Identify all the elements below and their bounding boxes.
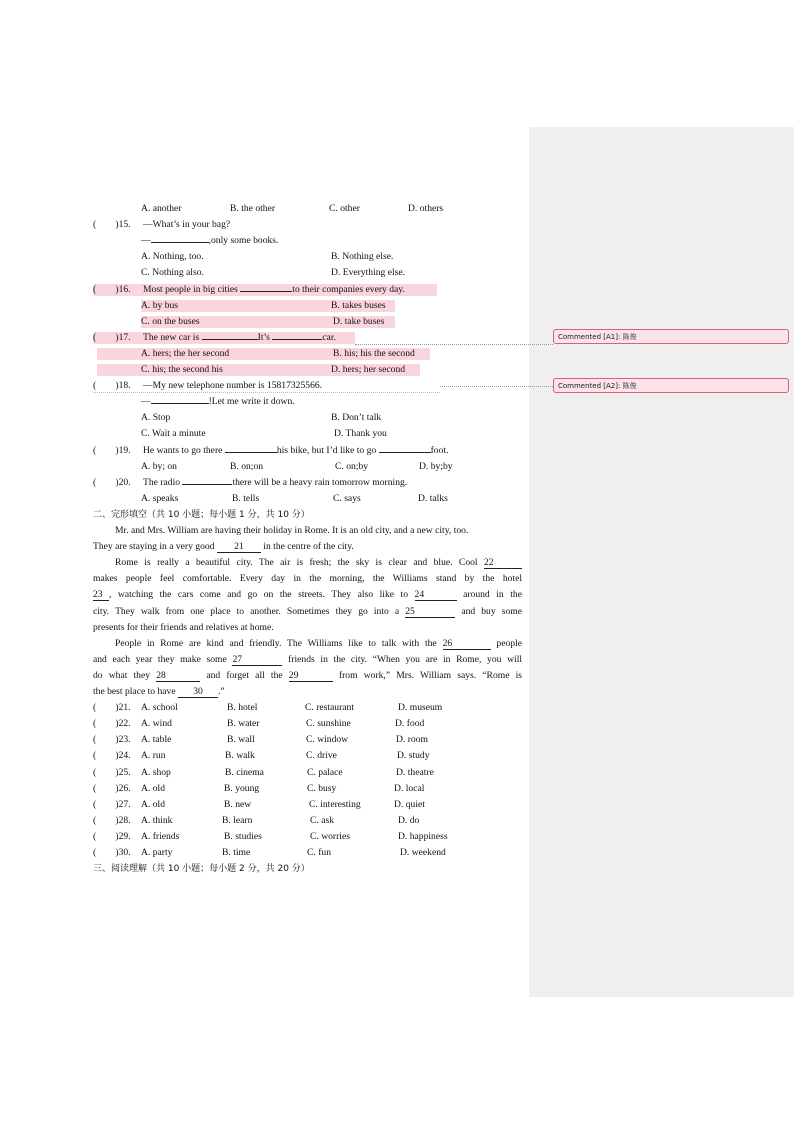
option-a: A. table xyxy=(141,734,172,745)
option-a: A. hers; the her second xyxy=(141,348,230,359)
option-b: B. learn xyxy=(222,815,253,826)
option-d: D. Everything else. xyxy=(331,267,406,278)
option-d: D. do xyxy=(398,815,420,826)
option-c: C. palace xyxy=(307,767,343,778)
option-a: A. school xyxy=(141,702,178,713)
option-b: B. Nothing else. xyxy=(331,251,394,262)
option-b: B. tells xyxy=(232,493,260,504)
passage-line: presents for their friends and relatives at home. xyxy=(93,622,274,633)
option-b: B. wall xyxy=(227,734,255,745)
option-c: C. drive xyxy=(306,750,337,761)
option-b: B. the other xyxy=(230,203,276,214)
option-b: B. hotel xyxy=(227,702,258,713)
option-d: D. weekend xyxy=(400,847,446,858)
question-stem: —My new telephone number is 15817325566. xyxy=(143,380,323,391)
question-line: — ,only some books. xyxy=(141,235,279,246)
option-b: B. young xyxy=(224,783,260,794)
option-c: C. on the buses xyxy=(141,316,200,327)
section-heading: 二、完形填空（共 10 小题；每小题 1 分，共 10 分） xyxy=(93,510,310,520)
option-a: A. by bus xyxy=(141,300,179,311)
passage-line: Mr. and Mrs. William are having their holiday in Rome. It is an old city, and a new city, too. xyxy=(115,525,469,536)
question-stem: He wants to go there his bike, but I’d like to go foot. xyxy=(143,445,449,456)
option-b: B. takes buses xyxy=(331,300,386,311)
option-c: C. worries xyxy=(310,831,350,842)
option-c: C. interesting xyxy=(309,799,361,810)
option-a: A. Stop xyxy=(141,412,171,423)
passage-line: They are staying in a very good 21 in the centre of the city. xyxy=(93,541,354,552)
option-b: B. new xyxy=(224,799,252,810)
option-c: C. fun xyxy=(307,847,331,858)
option-c: C. sunshine xyxy=(306,718,351,729)
option-d: D. take buses xyxy=(333,316,385,327)
passage-line: the best place to have 30 .” xyxy=(93,686,225,697)
choice-number: ( )25. xyxy=(93,767,131,778)
option-c: C. on;by xyxy=(335,461,369,472)
question-number: ( )19. xyxy=(93,445,131,456)
question-stem: The radio there will be a heavy rain tomorrow morning. xyxy=(143,477,408,488)
option-a: A. another xyxy=(141,203,182,214)
question-stem: The new car is It’s car. xyxy=(143,332,336,343)
passage-line: do what they 28 and forget all the 29 from work,” Mrs. William says. “Rome is xyxy=(93,670,522,681)
option-c: C. says xyxy=(333,493,361,504)
option-c: C. restaurant xyxy=(305,702,355,713)
option-c: C. other xyxy=(329,203,360,214)
question-number: ( )18. xyxy=(93,380,131,391)
option-d: D. talks xyxy=(418,493,448,504)
option-d: D. food xyxy=(395,718,425,729)
comment-label: Commented [A1]: xyxy=(558,333,621,341)
comment-balloon[interactable] xyxy=(553,378,789,393)
comment-author: 陈俊 xyxy=(622,382,637,390)
option-b: B. time xyxy=(222,847,251,858)
option-d: D. local xyxy=(394,783,425,794)
choice-number: ( )29. xyxy=(93,831,131,842)
choice-number: ( )30. xyxy=(93,847,131,858)
section-heading: 三、阅读理解（共 10 小题；每小题 2 分，共 20 分） xyxy=(93,864,310,874)
option-b: B. studies xyxy=(224,831,262,842)
passage-line: makes people feel comfortable. Every day in the morning, the Williams stand by the hotel xyxy=(93,573,522,584)
option-a: A. party xyxy=(141,847,173,858)
question-number: ( )17. xyxy=(93,332,131,343)
option-c: C. busy xyxy=(307,783,337,794)
option-c: C. window xyxy=(306,734,349,745)
passage-line: city. They walk from one place to another. Sometimes they go into a 25 and buy some xyxy=(93,606,522,617)
question-number: ( )20. xyxy=(93,477,131,488)
passage-line: 23 , watching the cars come and go on the streets. They also like to 24 around in the xyxy=(93,589,522,600)
option-a: A. speaks xyxy=(141,493,179,504)
comment-label: Commented [A2]: xyxy=(558,382,621,390)
choice-number: ( )21. xyxy=(93,702,131,713)
option-d: D. study xyxy=(397,750,430,761)
question-line: — !Let me write it down. xyxy=(141,396,295,407)
passage-line: Rome is really a beautiful city. The air is fresh; the sky is clear and blue. Cool 22 xyxy=(115,557,522,569)
option-a: A. old xyxy=(141,799,165,810)
option-b: B. water xyxy=(227,718,260,729)
option-c: C. his; the second his xyxy=(141,364,223,375)
option-c: C. ask xyxy=(310,815,334,826)
option-b: B. on;on xyxy=(230,461,264,472)
option-d: D. others xyxy=(408,203,444,214)
option-a: A. Nothing, too. xyxy=(141,251,204,262)
option-d: D. quiet xyxy=(394,799,425,810)
question-stem: Most people in big cities to their companies every day. xyxy=(143,284,405,295)
option-d: D. room xyxy=(396,734,428,745)
comment-balloon[interactable] xyxy=(553,329,789,344)
passage-line: People in Rome are kind and friendly. The Williams like to talk with the 26 people xyxy=(115,638,522,649)
choice-number: ( )26. xyxy=(93,783,131,794)
option-a: A. friends xyxy=(141,831,180,842)
question-stem: —What’s in your bag? xyxy=(143,219,231,230)
option-a: A. think xyxy=(141,815,173,826)
option-c: C. Nothing also. xyxy=(141,267,204,278)
option-c: C. Wait a minute xyxy=(141,428,206,439)
option-a: A. by; on xyxy=(141,461,177,472)
option-d: D. hers; her second xyxy=(331,364,406,375)
option-a: A. run xyxy=(141,750,166,761)
question-number: ( )16. xyxy=(93,284,131,295)
comment-margin-pane xyxy=(529,127,794,997)
passage-line: and each year they make some 27 friends in the city. “When you are in Rome, you will xyxy=(93,654,523,665)
question-number: ( )15. xyxy=(93,219,131,230)
choice-number: ( )28. xyxy=(93,815,131,826)
choice-number: ( )24. xyxy=(93,750,131,761)
option-b: B. Don’t talk xyxy=(331,412,382,423)
option-a: A. wind xyxy=(141,718,172,729)
option-a: A. shop xyxy=(141,767,171,778)
choice-number: ( )23. xyxy=(93,734,131,745)
choice-number: ( )27. xyxy=(93,799,131,810)
option-d: D. Thank you xyxy=(334,428,387,439)
option-d: D. theatre xyxy=(396,767,434,778)
option-d: D. museum xyxy=(398,702,443,713)
option-b: B. walk xyxy=(225,750,255,761)
option-d: D. happiness xyxy=(398,831,448,842)
option-d: D. by;by xyxy=(419,461,453,472)
comment-author: 陈俊 xyxy=(622,333,637,341)
option-b: B. his; his the second xyxy=(333,348,415,359)
option-a: A. old xyxy=(141,783,165,794)
option-b: B. cinema xyxy=(225,767,264,778)
choice-number: ( )22. xyxy=(93,718,131,729)
